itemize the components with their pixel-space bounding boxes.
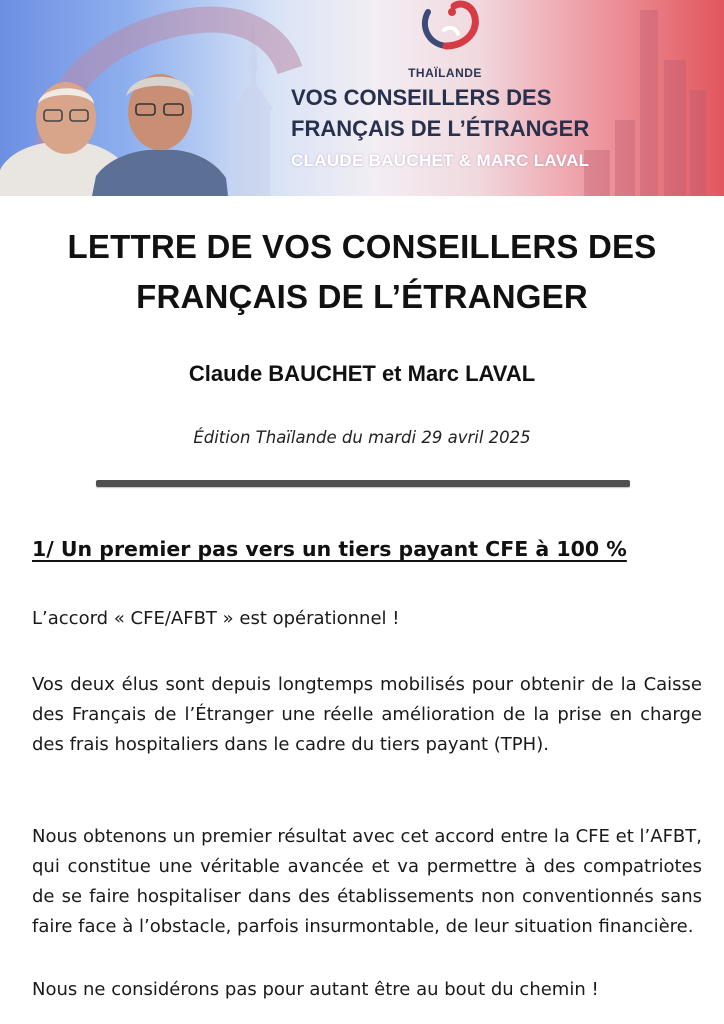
section-heading: 1/ Un premier pas vers un tiers payant CFE à 100 %	[32, 537, 627, 561]
banner-title-line-1: VOS CONSEILLERS DES	[291, 85, 552, 110]
paragraph-2: Vos deux élus sont depuis longtemps mobilisés pour obtenir de la Caisse des Français de l’Étranger une réelle amélioration de la prise en charge des frais hospitaliers dans le cadre du tiers payant (TPH).	[32, 674, 702, 755]
authors: Claude BAUCHET et Marc LAVAL	[188, 361, 536, 386]
page-title-line-1: LETTRE DE VOS CONSEILLERS DES	[67, 228, 657, 265]
advisers-photo	[0, 0, 260, 196]
paragraph-4: Nous ne considérons pas pour autant être au bout du chemin !	[32, 979, 599, 1000]
divider	[96, 480, 630, 487]
banner-names: CLAUDE BAUCHET & MARC LAVAL	[291, 151, 590, 170]
edition-date: Édition Thaïlande du mardi 29 avril 2025	[193, 428, 531, 447]
banner-title	[291, 82, 589, 144]
banner-country: THAÏLANDE	[408, 66, 482, 80]
paragraph-3: Nous obtenons un premier résultat avec cet accord entre la CFE et l’AFBT, qui constitue une véritable avancée et va permettre à des compatriotes de se faire hospitaliser dans des établissements non conventionnés sans faire face à l’obstacle, parfois insurmontable, de leur situation financière.	[32, 826, 702, 937]
header-banner	[0, 0, 724, 196]
paragraph-1: L’accord « CFE/AFBT » est opérationnel !	[32, 608, 400, 629]
page-title	[0, 222, 724, 322]
page-title-line-2: FRANÇAIS DE L’ÉTRANGER	[136, 278, 588, 315]
banner-title-line-2: FRANÇAIS DE L’ÉTRANGER	[291, 116, 590, 141]
conseillers-logo-icon	[398, 0, 498, 60]
